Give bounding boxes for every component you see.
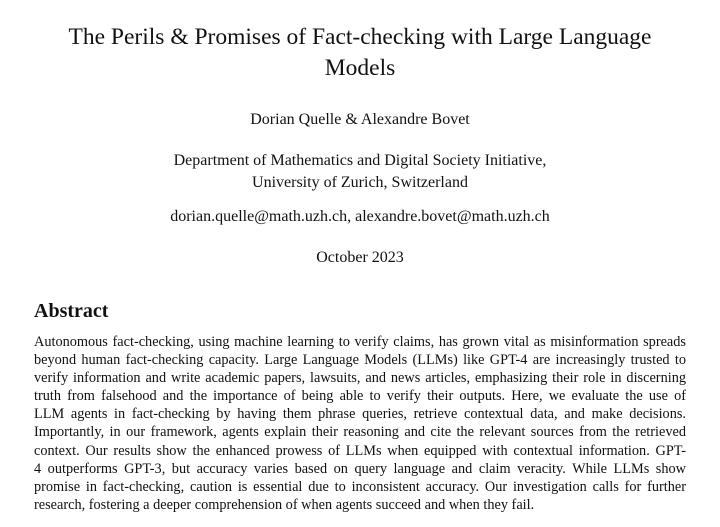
abstract-line: beyond human fact-checking capacity. Large Language Models (LLMs) like GPT-4 are increasingly trusted to [34, 352, 686, 369]
abstract-line: truth from falsehood and the importance of being able to verify their outputs. Here, we evaluate the use of [34, 388, 686, 405]
abstract-line: promise in fact-checking, caution is essential due to inconsistent accuracy. Our investigation calls for further [34, 478, 686, 495]
paper-authors: Dorian Quelle & Alexandre Bovet [250, 111, 470, 128]
abstract-line: 4 outperforms GPT-3, but accuracy varies based on query language and claim veracity. While LLMs show [34, 460, 686, 477]
affiliation-line: University of Zurich, Switzerland [252, 174, 468, 191]
abstract-line: verify information and write academic papers, lawsuits, and news articles, emphasizing their role in discerning [34, 370, 686, 387]
paper-date: October 2023 [316, 249, 404, 266]
abstract-line: Autonomous fact-checking, using machine learning to verify claims, has grown vital as misinformation spreads [34, 334, 686, 350]
abstract-line: context. Our results show the enhanced prowess of LLMs when equipped with contextual information. GPT- [34, 442, 686, 459]
abstract-body [34, 333, 686, 514]
abstract-line: LLM agents in fact-checking by having them phrase queries, retrieve contextual data, and make decisions. [34, 406, 686, 423]
abstract-line: Importantly, in our framework, agents explain their reasoning and cite the relevant sources from the retrieved [34, 424, 686, 441]
abstract-line: research, fostering a deeper comprehension of when agents succeed and when they fail. [34, 496, 535, 513]
paper-title: The Perils & Promises of Fact-checking with Large Language Models [68, 24, 652, 81]
paper-affiliation [0, 150, 720, 194]
abstract-heading: Abstract [34, 300, 109, 322]
affiliation-line: Department of Mathematics and Digital Society Initiative, [173, 152, 547, 169]
author-emails: dorian.quelle@math.uzh.ch, alexandre.bovet@math.uzh.ch [170, 208, 550, 225]
